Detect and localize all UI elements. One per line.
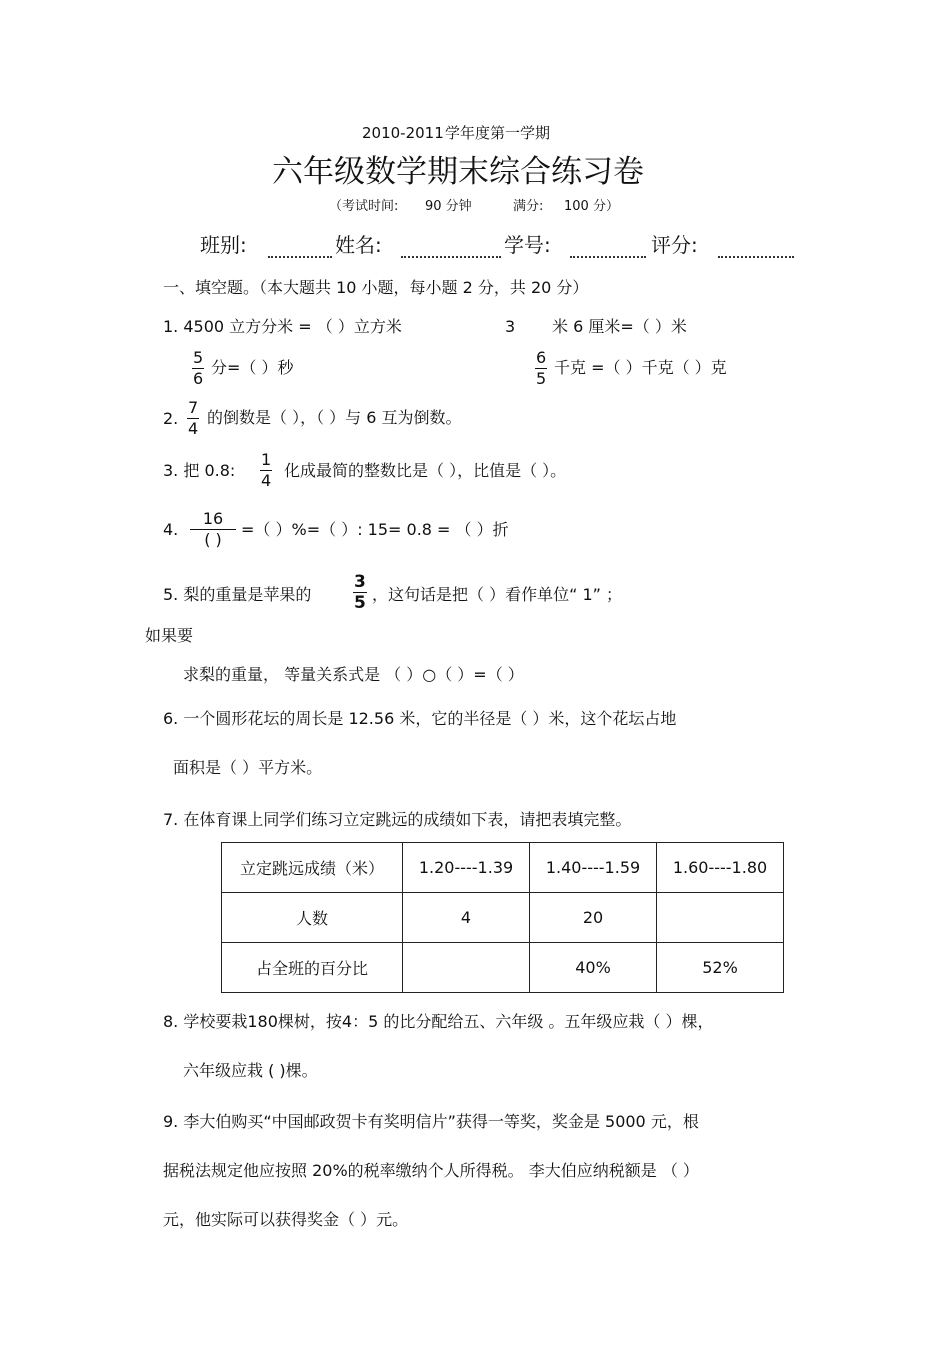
full-score-value: 100 分） xyxy=(564,199,619,214)
q1-part-b: 3 xyxy=(505,317,516,336)
score-label: 评分: xyxy=(651,233,698,257)
table-cell: 立定跳远成绩（米） xyxy=(222,843,403,893)
school-year: 2010-2011 xyxy=(362,124,444,142)
table-cell: 1.60----1.80 xyxy=(657,843,784,893)
q6-line-1: 6. 一个圆形花坛的周长是 12.56 米，它的半径是（ ）米，这个花坛占地 xyxy=(163,709,677,728)
student-number-label: 学号: xyxy=(504,233,551,257)
q1-part-d: 分=（ ）秒 xyxy=(211,358,294,377)
table-row xyxy=(222,843,784,893)
table-cell: 4 xyxy=(403,893,530,943)
q4-fraction xyxy=(190,509,236,550)
table-cell: 40% xyxy=(530,943,657,993)
q5-part-c: 如果要 xyxy=(145,626,194,645)
q8-line-1: 8. 学校要栽180棵树，按4：5 的比分配给五、六年级 。五年级应栽（ ）棵， xyxy=(163,1012,714,1031)
q3-part-b: 化成最简的整数比是（ ），比值是（ ）。 xyxy=(284,461,567,480)
q2-frac-num: 7 xyxy=(188,398,199,417)
class-label: 班别: xyxy=(200,233,247,257)
q2-text: 的倒数是（ ），（ ）与 6 互为倒数。 xyxy=(207,408,462,427)
section-heading: 一、填空题。（本大题共 10 小题，每小题 2 分，共 20 分） xyxy=(163,278,589,297)
q3-frac-num: 1 xyxy=(261,450,272,469)
name-blank[interactable] xyxy=(401,236,501,258)
q6-line-2: 面积是（ ）平方米。 xyxy=(173,758,323,777)
q1-fraction-kg xyxy=(535,348,547,389)
q2-fraction xyxy=(187,398,199,439)
table-cell: 52% xyxy=(657,943,784,993)
q5-frac-den: 5 xyxy=(354,593,366,613)
q9-line-1: 9. 李大伯购买“中国邮政贺卡有奖明信片”获得一等奖，奖金是 5000 元，根 xyxy=(163,1112,699,1131)
name-label: 姓名: xyxy=(335,233,382,257)
q1-fraction-minutes xyxy=(192,348,204,389)
q1-frac1-den: 6 xyxy=(193,369,204,388)
q5-part-b: ，这句话是把（ ）看作单位“ 1” ； xyxy=(372,585,623,604)
q5-fraction xyxy=(353,572,367,613)
q1-frac1-num: 5 xyxy=(193,348,204,367)
q1-frac2-den: 5 xyxy=(536,369,547,388)
q1-part-a: 1. 4500 立方分米 = （ ）立方米 xyxy=(163,317,402,336)
table-cell[interactable] xyxy=(657,893,784,943)
q4-frac-den: ( ) xyxy=(190,529,236,550)
q3-part-a: 3. 把 0.8: xyxy=(163,461,236,480)
exam-time-value: 90 分钟 xyxy=(425,199,472,214)
table-cell[interactable] xyxy=(403,943,530,993)
class-blank[interactable] xyxy=(268,236,332,258)
table-cell: 占全班的百分比 xyxy=(222,943,403,993)
exam-time-label: （考试时间: xyxy=(329,199,399,214)
q5-part-a: 5. 梨的重量是苹果的 xyxy=(163,585,312,604)
q1-part-e: 千克 =（ ）千克（ ）克 xyxy=(554,358,727,377)
q2-frac-den: 4 xyxy=(188,419,199,438)
table-cell: 20 xyxy=(530,893,657,943)
q4-text: =（ ）%=（ ）: 15= 0.8 = （ ）折 xyxy=(241,520,509,539)
score-blank[interactable] xyxy=(718,236,794,258)
q5-frac-num: 3 xyxy=(354,572,366,592)
q3-frac-den: 4 xyxy=(261,471,272,490)
table-row xyxy=(222,943,784,993)
full-score-label: 满分: xyxy=(513,199,544,214)
q9-line-2: 据税法规定他应按照 20%的税率缴纳个人所得税。 李大伯应纳税额是 （ ） xyxy=(163,1161,699,1180)
q4-frac-num: 16 xyxy=(202,509,224,528)
q9-line-3: 元，他实际可以获得奖金（ ）元。 xyxy=(163,1210,409,1229)
q8-line-2: 六年级应栽 ( )棵。 xyxy=(183,1061,318,1080)
q5-part-d: 求梨的重量， 等量关系式是 （ ）○（ ）=（ ） xyxy=(183,665,524,684)
q1-part-c: 米 6 厘米=（ ）米 xyxy=(552,317,687,336)
long-jump-table xyxy=(221,842,784,993)
q3-fraction xyxy=(260,450,272,491)
table-row xyxy=(222,893,784,943)
student-number-blank[interactable] xyxy=(570,236,646,258)
q2-number: 2. xyxy=(163,409,179,428)
q1-frac2-num: 6 xyxy=(536,348,547,367)
page-title: 六年级数学期末综合练习卷 xyxy=(272,154,644,190)
q7-text: 7. 在体育课上同学们练习立定跳远的成绩如下表，请把表填完整。 xyxy=(163,810,632,829)
term-label: 学年度第一学期 xyxy=(445,124,551,142)
q4-number: 4. xyxy=(163,520,179,539)
table-cell: 人数 xyxy=(222,893,403,943)
table-cell: 1.20----1.39 xyxy=(403,843,530,893)
table-cell: 1.40----1.59 xyxy=(530,843,657,893)
